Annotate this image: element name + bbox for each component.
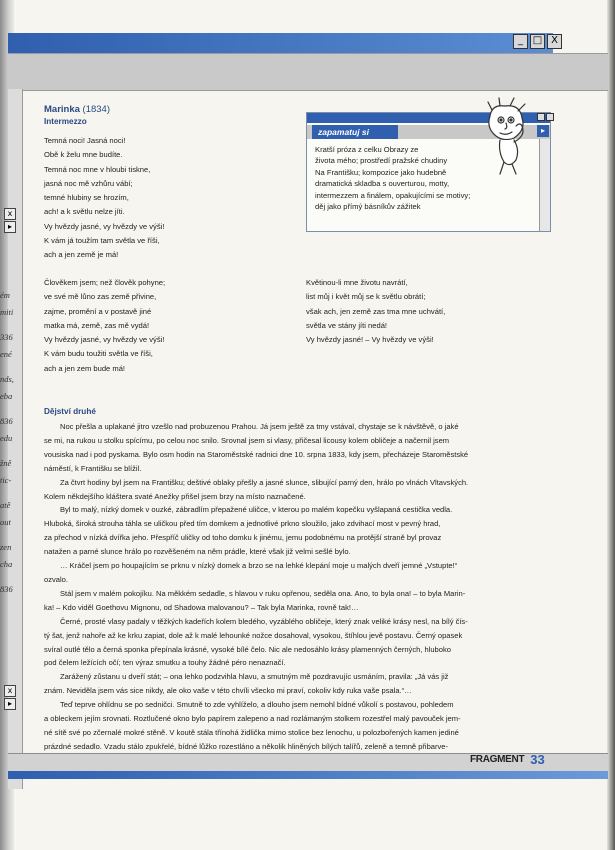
prose-line: Za čtvrt hodiny byl jsem na Františku; deštivé oblaky přešly a jasné slunce, slibující parný den, hrálo po vlnách Vltavských. <box>60 477 469 487</box>
prose-line: a obleckem jejím srovnati. Roztlučené okno bylo papírem zalepeno a nad rozlámaným stolkem rozestřel malý pavouček jem- <box>44 714 461 724</box>
verse-line: ach a jen země je má! <box>44 250 119 260</box>
verse-line: Vy hvězdy jasné! – Vy hvězdy ve výši! <box>306 335 434 345</box>
poem-stanza-1 <box>44 134 164 263</box>
margin-fragment: tic- <box>0 475 12 485</box>
page-footer <box>470 752 545 767</box>
margin-fragment: nds, <box>0 374 14 384</box>
window-title-bar <box>8 33 553 53</box>
poem-stanza-2 <box>44 276 165 376</box>
prose-line: znám. Neviděla jsem vás sice nikdy, ale oko vaše v této chvíli všecko mi praví, cokoliv kdy ruka vaše psala.“… <box>44 686 412 696</box>
prose-line: Hluboká, široká strouha táhla se uličkou před tím domkem a jednotlivé prkno sloužilo, jako zdvihací most v pevný hrad, <box>44 519 441 529</box>
margin-fragment: out <box>0 517 11 527</box>
verse-line: matka má, země, zas mě vydá! <box>44 320 150 330</box>
section-heading: Dějství druhé <box>44 407 96 416</box>
callout-line: Na Františku; kompozice jako hudebně <box>315 167 447 177</box>
prose-line: za přechod v nízká dvířka jeho. Přespříč uličky od toho domku k jinému, jemu podobnému na protější straně byl provaz <box>44 533 442 543</box>
callout-tab: zapamatuj si <box>312 125 398 139</box>
callout-line: Kratší próza z celku Obrazy ze <box>315 145 419 154</box>
margin-fragment: zen <box>0 542 12 552</box>
prose-line: svíral outlé tělo a černá sponka přepínala krásné, vysoké bílé čelo. Nic ale nedosáhlo krásy plamenných černých, hluboko <box>44 644 451 654</box>
margin-fragment: cha <box>0 559 13 569</box>
prose-line: ozvalo. <box>44 574 68 584</box>
side-controls-upper <box>4 208 16 234</box>
prose-line: náměstí, k Františku se blížil. <box>44 463 142 473</box>
cartoon-thinker-illustration <box>470 96 540 176</box>
prose-line: né sítě své po zčernalé mokré stěně. V koutě stála třínohá židlička mimo stolice bez lenochu, u polozbořených kamen jediné <box>44 727 459 737</box>
prose-line: Černé, prosté vlasy padaly v těžkých kadeřích kolem bledého, vyzáblého obličeje, který znak veliké krásy nesl, na bílý čís- <box>60 616 468 626</box>
margin-fragment: 836 <box>0 416 13 426</box>
verse-line: Temná noci! Jasná noci! <box>44 136 126 145</box>
play-arrow-icon: ▸ <box>4 698 16 710</box>
close-icon: x <box>4 208 16 220</box>
margin-fragment: edu <box>0 433 13 443</box>
prose-line: Byl to malý, nízký domek v ouzké, zábradlím přepažené uličce, v kterou po malém kopečku vyšlapaná cestička vedla. <box>60 505 453 515</box>
prose-line: Teď teprve ohlídnu se po sedničci. Smutně to zde vyhlíželo, a dlouho jsem nemohl bídné vůkolí s postavou, pohledem <box>60 700 454 710</box>
prose-line: tý šat, jenž nahoře až ke krku zapiat, dole až k malé lehounké nožce dosahoval, vysokou, štíhlou jevě postavu. Černý opasek <box>44 630 463 640</box>
verse-line: list můj i květ můj se k světlu obrátí; <box>306 292 426 302</box>
page-number: 33 <box>530 752 545 767</box>
poem-subtitle: Intermezzo <box>44 117 87 126</box>
prose-line: natažen a parné slunce hrálo po rozvěšeném na něm prádle, které však již velmi sešlé bylo. <box>44 547 351 557</box>
margin-fragment: eba <box>0 391 13 401</box>
verse-line: Člověkem jsem; než člověk pohyne; <box>44 278 166 287</box>
callout-scrollbar <box>539 139 550 231</box>
prose-line: Noc přešla a uplakané jitro vzešlo nad probuzenou Prahou. Já jsem ještě za tmy vstával, chystaje se k návštěvě, o jaké <box>60 422 459 431</box>
margin-fragment: žně <box>0 458 12 468</box>
window-toolbar-band <box>8 53 608 91</box>
play-arrow-icon: ▸ <box>537 125 549 137</box>
callout-line: dramatická skladba s ouverturou, motty, <box>315 179 450 189</box>
verse-line: K vám já toužím tam světla ve říši, <box>44 236 160 246</box>
window-bottom-border <box>8 771 608 779</box>
prose-line: ka! – Kdo viděl Goethovu Mignonu, od Shadowa malovanou? – Tak byla Marinka, rovně tak!… <box>44 602 359 612</box>
verse-line: K vám budu toužiti světla ve říši, <box>44 349 153 359</box>
prose-line: Stál jsem v malém pokojíku. Na měkkém sedadle, s hlavou v ruku opřenou, seděla ona. Ano, to byla ona! – to byla Marin- <box>60 588 466 598</box>
prose-body <box>44 420 556 754</box>
prose-line: … Kráčel jsem po houpajícím se prknu v nízký domek a brzo se na lehké klepání moje u malých dveří jemné „Vstupte!“ <box>60 561 458 571</box>
margin-fragment: atě <box>0 500 11 510</box>
minimize-icon: _ <box>513 34 528 49</box>
margin-fragment: 336 <box>0 332 13 342</box>
previous-page-fragments <box>0 290 22 595</box>
prose-line: se mi, na rukou u stolku spícímu, po celou noc snilo. Srovnal jsem si vlasy, přičesal licousy kolem obličeje a načernil jsem <box>44 435 450 445</box>
publisher-logo: FRAGMENT <box>470 754 525 765</box>
margin-fragment: ém <box>0 290 10 300</box>
maximize-icon: □ <box>530 34 545 49</box>
verse-line: zajme, promění a v postavě jiné <box>44 306 152 316</box>
callout-line: života mého; prostředí pražské chudiny <box>315 156 448 166</box>
prose-line: Kolem někdejšího kláštera svaté Anežky přišel jsem brzy na místo naznačené. <box>44 491 306 501</box>
poem-stanza-3 <box>306 276 445 347</box>
margin-fragment: miti <box>0 307 14 317</box>
prose-line: vousiska nad i pod pyskama. Bylo osm hodin na Staroměstské radnici dne 10. srpna 1833, kdy jsem, přecházeje Staroměstské <box>44 449 469 459</box>
callout-line: intermezzem a finálem, opakujícími se motivy; <box>315 190 471 200</box>
verse-line: ve své mě lůno zas země přivine, <box>44 292 157 302</box>
poem-title-name: Marinka <box>44 104 80 115</box>
verse-line: Květinou-li mne životu navrátí, <box>306 278 408 287</box>
close-icon: x <box>4 685 16 697</box>
margin-fragment: 836 <box>0 584 13 594</box>
verse-line: však ach, jen země zas tma mne uchvátí, <box>306 306 446 316</box>
verse-line: ach a jen zem bude má! <box>44 363 126 373</box>
poem-title <box>44 104 110 115</box>
verse-line: ach! a k světlu nelze jíti. <box>44 207 125 217</box>
verse-line: jasná noc mě vzhůru vábí; <box>44 178 133 188</box>
verse-line: Vy hvězdy jasné, vy hvězdy ve výši! <box>44 221 165 231</box>
verse-line: Vy hvězdy jasné, vy hvězdy ve výši! <box>44 335 165 345</box>
verse-line: světla ve stány jíti nedá! <box>306 320 388 330</box>
prose-line: Zarážený zůstanu u dveří stát; – ona lehko podzvihla hlavu, a smutným mě pozdravujíc usmáním, pravila: „Já vás již <box>60 672 449 682</box>
play-arrow-icon: ▸ <box>4 221 16 233</box>
margin-fragment: ené <box>0 349 12 359</box>
verse-line: temné hlubiny se hrozím, <box>44 193 129 203</box>
close-icon: X <box>547 34 562 49</box>
poem-year: (1834) <box>82 104 111 115</box>
callout-line: děj jako přímý básníkův zážitek <box>315 202 421 212</box>
verse-line: Obě k želu mne budíte. <box>44 150 123 160</box>
window-controls <box>513 34 562 49</box>
prose-line: prázdné sedadlo. Vzadu stálo zpukřelé, bídné lůžko rozestláno a několik hliněných bílých talířů, zeleně a temně přibarve- <box>44 741 448 751</box>
prose-line: pod čelem ležících očí; ten výraz smutku a touhy žádné péro nenaznačí. <box>44 658 286 668</box>
side-controls-lower <box>4 685 16 711</box>
verse-line: Temná noc mne v hloubi tiskne, <box>44 164 151 174</box>
page-edge-shadow <box>607 0 615 850</box>
